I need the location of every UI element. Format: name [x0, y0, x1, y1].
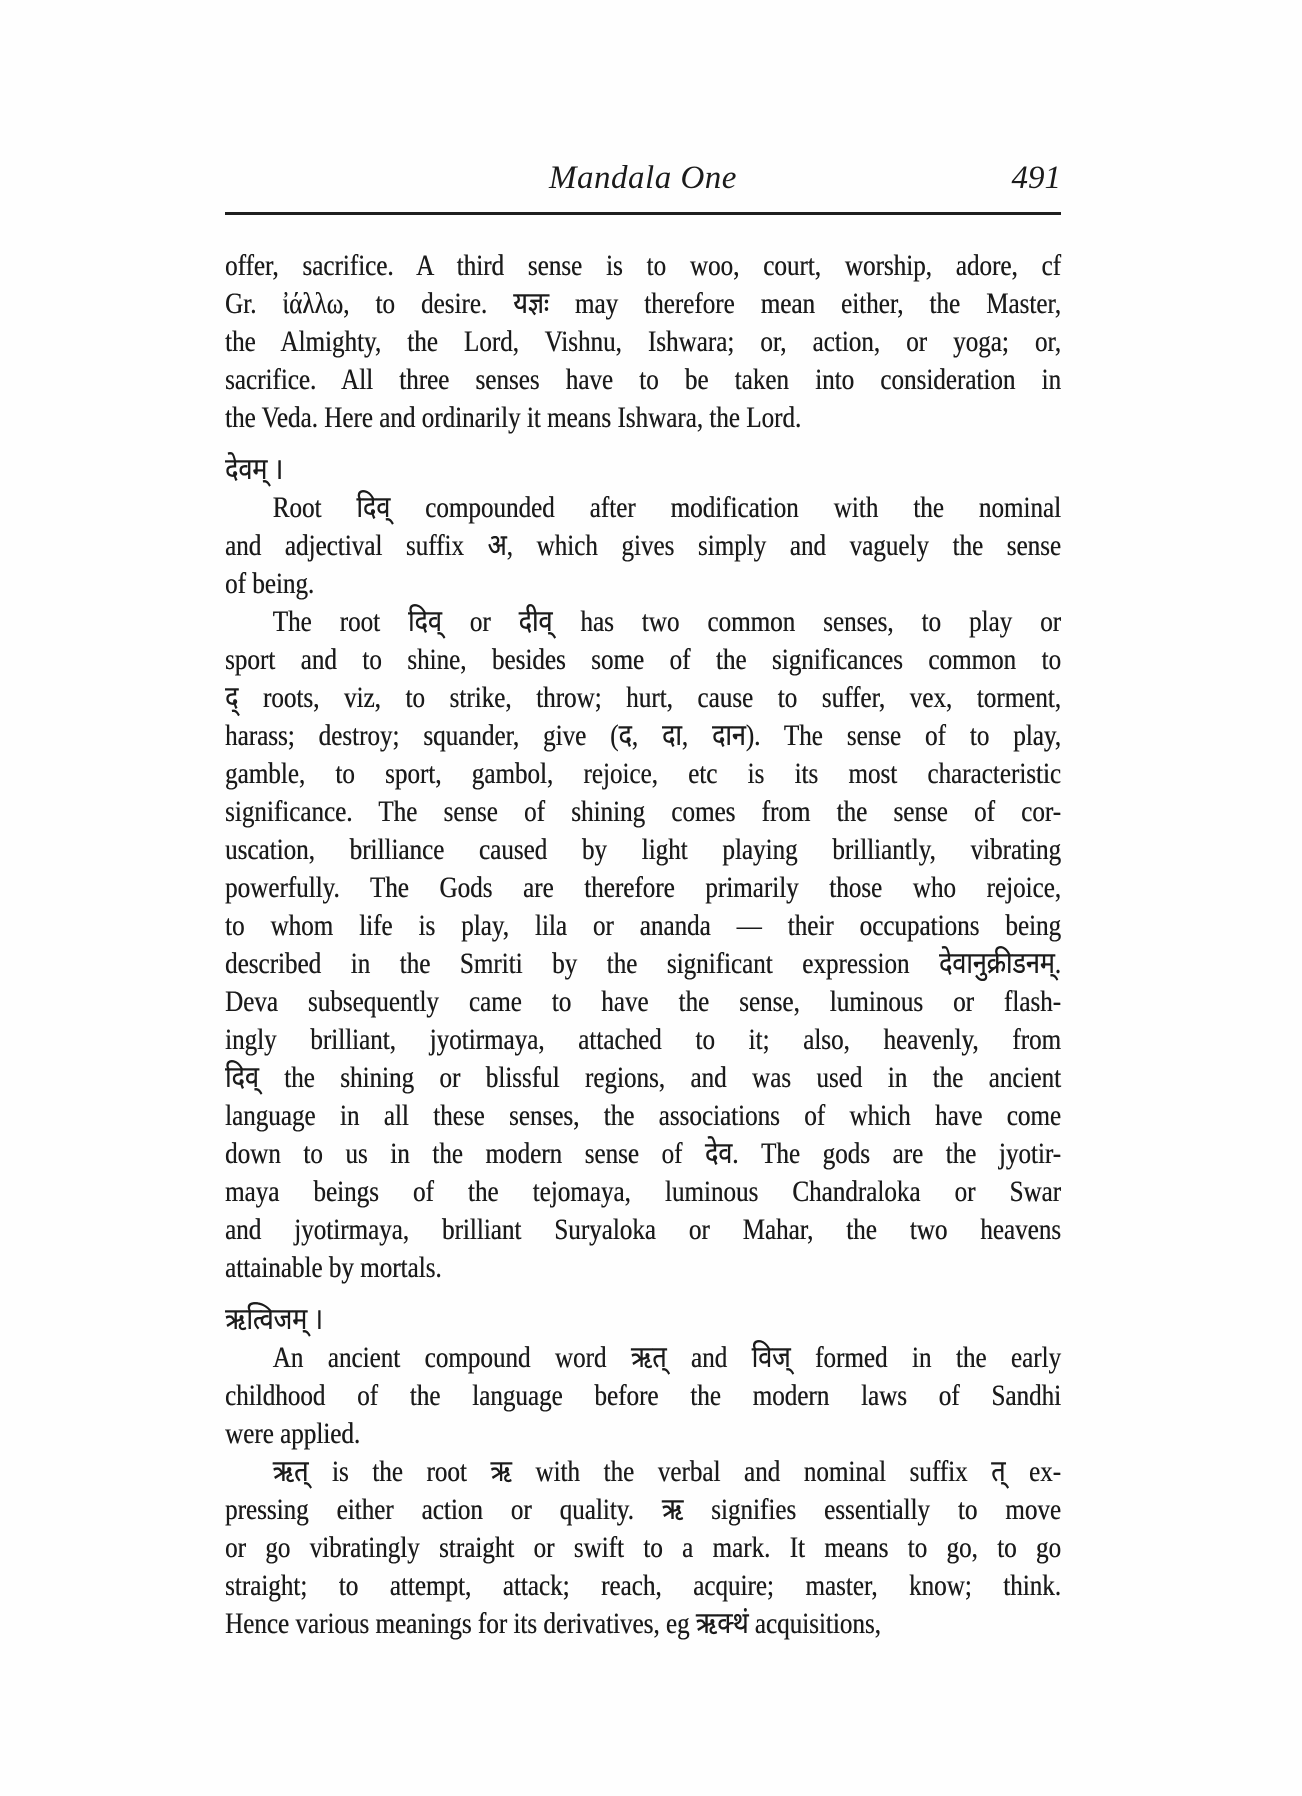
text-line: were applied. — [225, 1417, 361, 1450]
text-line: or go vibratingly straight or swift to a mark. It means to go, to go — [225, 1531, 1061, 1564]
sanskrit-heading: देवम् । — [225, 453, 284, 486]
text-line: sacrifice. All three senses have to be taken into consideration in — [225, 363, 1061, 396]
sanskrit-heading: ऋत्विजम् । — [225, 1303, 323, 1336]
paragraph — [225, 1453, 1061, 1643]
page-number: 491 — [1011, 160, 1061, 196]
paragraph — [225, 1339, 1061, 1453]
paragraph — [225, 489, 1061, 603]
text-line: Root दिव् compounded after modification with the nominal — [272, 491, 1062, 524]
text-line: ingly brilliant, jyotirmaya, attached to it; also, heavenly, from — [225, 1023, 1061, 1056]
text-line: द् roots, viz, to strike, throw; hurt, cause to suffer, vex, torment, — [225, 681, 1061, 714]
text-line: childhood of the language before the modern laws of Sandhi — [225, 1379, 1061, 1412]
text-line: uscation, brilliance caused by light playing brilliantly, vibrating — [225, 833, 1061, 866]
text-line: to whom life is play, lila or ananda — their occupations being — [225, 909, 1061, 942]
text-line: described in the Smriti by the significant expression देवानुक्रीडनम्. — [225, 947, 1061, 980]
text-line: An ancient compound word ऋत् and विज् formed in the early — [272, 1341, 1062, 1374]
text-line: sport and to shine, besides some of the significances common to — [225, 643, 1061, 676]
text-line: the Veda. Here and ordinarily it means Ishwara, the Lord. — [225, 401, 802, 434]
text-block — [225, 158, 1061, 1643]
text-line: offer, sacrifice. A third sense is to woo, court, worship, adore, cf — [225, 249, 1061, 282]
paragraph — [225, 603, 1061, 1287]
text-line: of being. — [225, 567, 315, 600]
text-line: the Almighty, the Lord, Vishnu, Ishwara; or, action, or yoga; or, — [225, 325, 1061, 358]
text-line: down to us in the modern sense of देव. The gods are the jyotir- — [225, 1137, 1061, 1170]
text-line: language in all these senses, the associations of which have come — [225, 1099, 1061, 1132]
text-line: significance. The sense of shining comes from the sense of cor- — [225, 795, 1061, 828]
text-line: harass; destroy; squander, give (द, दा, दान). The sense of to play, — [225, 719, 1061, 752]
text-line: Deva subsequently came to have the sense, luminous or flash- — [225, 985, 1061, 1018]
text-line: maya beings of the tejomaya, luminous Chandraloka or Swar — [225, 1175, 1061, 1208]
page-header — [225, 158, 1061, 215]
paragraph — [225, 247, 1061, 437]
page-body-text — [225, 247, 1061, 1643]
text-line: and adjectival suffix अ, which gives simply and vaguely the sense — [225, 529, 1061, 562]
running-title: Mandala One — [549, 160, 737, 196]
text-line: The root दिव् or दीव् has two common senses, to play or — [272, 605, 1062, 638]
text-line: gamble, to sport, gambol, rejoice, etc is its most characteristic — [225, 757, 1061, 790]
text-line: attainable by mortals. — [225, 1251, 442, 1284]
text-line: pressing either action or quality. ऋ signifies essentially to move — [225, 1493, 1061, 1526]
text-line: straight; to attempt, attack; reach, acquire; master, know; think. — [225, 1569, 1061, 1602]
text-line: Hence various meanings for its derivatives, eg ऋक्थं acquisitions, — [225, 1607, 881, 1640]
text-line: and jyotirmaya, brilliant Suryaloka or Mahar, the two heavens — [225, 1213, 1061, 1246]
text-line: ऋत् is the root ऋ with the verbal and nominal suffix त् ex- — [272, 1455, 1062, 1488]
text-line: powerfully. The Gods are therefore primarily those who rejoice, — [225, 871, 1061, 904]
text-line: दिव् the shining or blissful regions, and was used in the ancient — [225, 1061, 1061, 1094]
text-line: Gr. ἰάλλω, to desire. यज्ञः may therefore mean either, the Master, — [225, 287, 1061, 320]
